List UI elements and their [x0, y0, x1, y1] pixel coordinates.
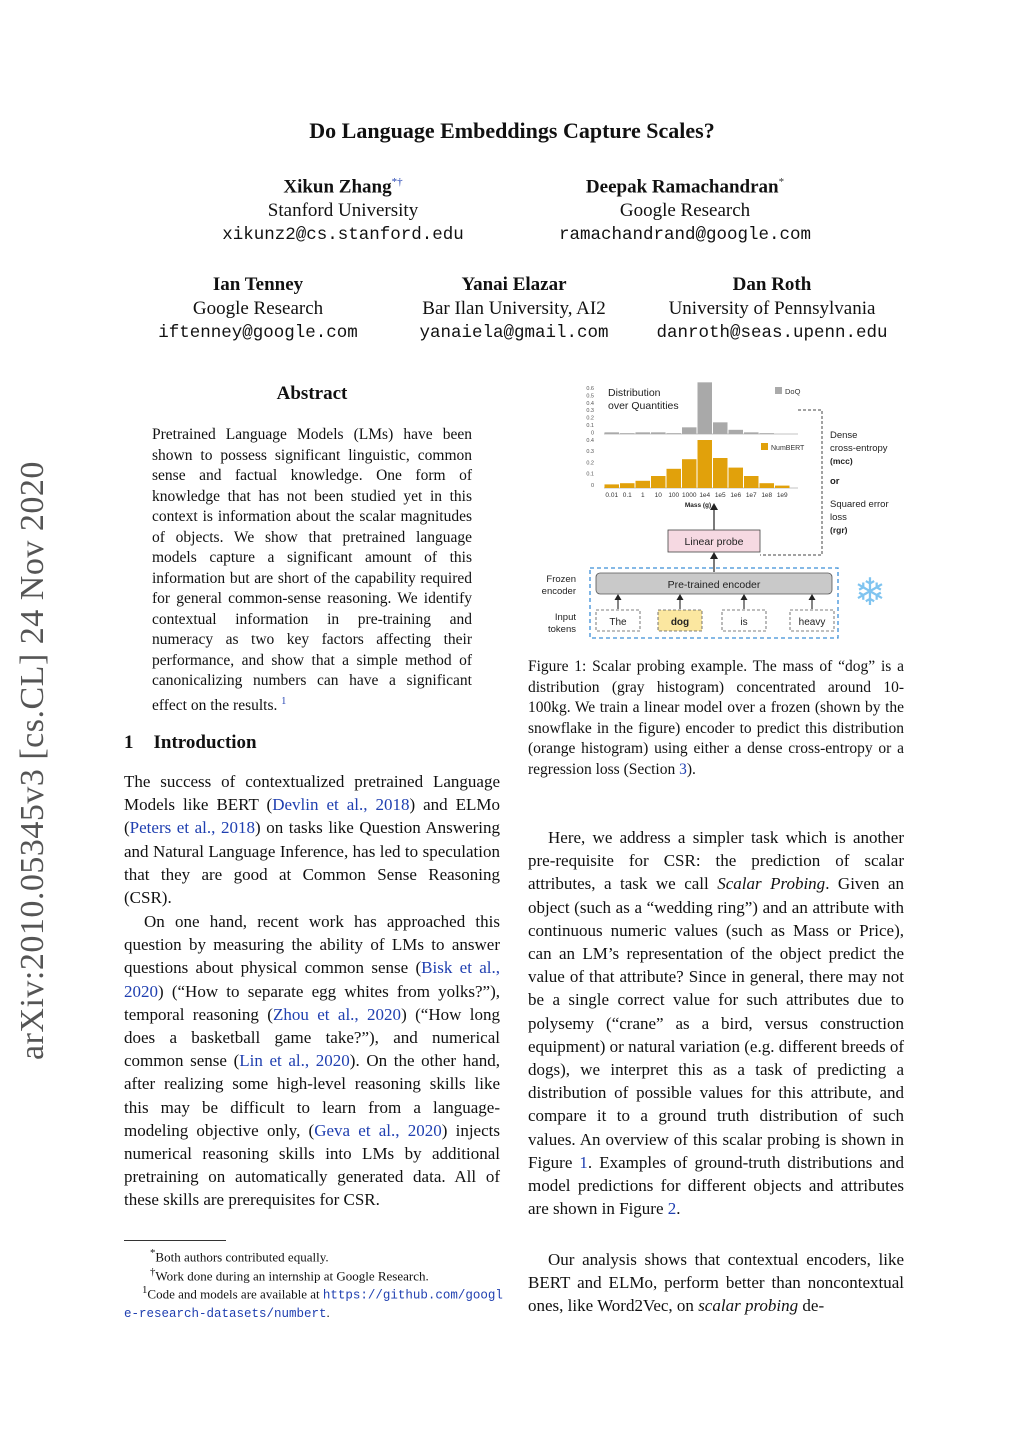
arrow-head [615, 594, 622, 600]
abstract-body: Pretrained Language Models (LMs) have been shown to possess significant linguistic, common sense and factual knowledge. One form of knowledge that has not been studied yet in this context is information about the scalar magnitudes of objects. We show that pretrained language models capture a significant amount of this information but are short of the capability required for general common-sense reasoning. We identify contextual information in pre-training and numeracy as two key factors affecting their performance, and show that a simple method of canonicalizing numbers can have a significant effect on the results. [152, 426, 472, 714]
footnote-text: Both authors contributed equally. [155, 1249, 329, 1265]
author-email[interactable]: yanaiela@gmail.com [419, 323, 609, 343]
linear-probe-label: Linear probe [684, 536, 744, 548]
abstract-heading: Abstract [276, 383, 348, 404]
paper-title: Do Language Embeddings Capture Scales? [309, 118, 715, 143]
x-tick-label: 0.01 [605, 492, 619, 499]
arrow-head [710, 503, 718, 510]
text-run: ) (“How long does a basketball game take?”), and numerical common sense ( [124, 1004, 500, 1071]
citation-link[interactable]: Zhou et al., 2020 [272, 1004, 402, 1024]
section-heading [124, 732, 257, 754]
author-name: Deepak Ramachandran [585, 176, 779, 198]
y-tick-label: 0.1 [586, 423, 594, 429]
frozen-label-1: Frozen [546, 574, 576, 585]
footnote-mark: † [150, 1266, 156, 1278]
author-email[interactable]: danroth@seas.upenn.edu [656, 323, 888, 343]
footnote-text: . [326, 1305, 330, 1321]
y-axis-bottom [586, 438, 594, 489]
dist-label-1: Distribution [608, 387, 661, 399]
loss-sq: Squared error [830, 499, 889, 510]
y-tick-label: 0.2 [586, 460, 594, 467]
footnote-mark: * [150, 1247, 156, 1259]
figure-1 [528, 380, 908, 648]
doq-bar [682, 427, 697, 434]
author-block [394, 273, 634, 345]
numbert-bar [667, 469, 682, 488]
text-run: . [676, 1199, 681, 1219]
input-label-1: Input [554, 612, 576, 623]
token-label: heavy [798, 617, 826, 628]
loss-connector [760, 410, 822, 555]
intro-paragraph-1 [124, 770, 500, 909]
numbert-bar [682, 459, 697, 488]
loss-mcc: (mcc) [830, 456, 853, 466]
input-label-2: tokens [548, 624, 576, 635]
citation-link[interactable]: Lin et al., 2020 [239, 1051, 350, 1071]
numbert-bar [636, 481, 651, 488]
author-block [128, 273, 388, 345]
section-title: Introduction [153, 732, 257, 753]
loss-ce: cross-entropy [830, 443, 888, 454]
loss-dense: Dense [830, 430, 858, 441]
x-tick-label: 1e5 [714, 492, 726, 499]
snowflake-icon: ❄ [854, 570, 886, 614]
y-axis-top [586, 386, 594, 436]
section-number: 1 [124, 732, 134, 753]
text-run: de- [798, 1296, 825, 1316]
legend-numbert-swatch [761, 443, 768, 450]
text-run: ) and ELMo ( [124, 795, 500, 838]
emphasis: Scalar Probing [717, 874, 826, 894]
arrow-head [809, 594, 816, 600]
intro-paragraph-2 [124, 910, 500, 1212]
author-email[interactable]: xikunz2@cs.stanford.edu [222, 225, 464, 246]
doq-bar [698, 382, 713, 434]
arxiv-identifier: arXiv:2010.05345v3 [cs.CL] 24 Nov 2020 [14, 461, 51, 1060]
right-paragraph-1 [528, 826, 904, 1220]
input-tokens [596, 594, 834, 631]
dist-label-2: over Quantities [608, 400, 679, 412]
author-affiliation: University of Pennsylvania [668, 298, 876, 319]
footnote-mark: 1 [142, 1284, 148, 1296]
text-run: The success of contextualized pretrained Language Models like BERT ( [124, 772, 500, 815]
x-tick-label: 1e6 [730, 492, 742, 499]
x-tick-label: 1e9 [776, 492, 788, 499]
doq-bar [667, 433, 682, 434]
arrow-head [677, 594, 684, 600]
numbert-bar [620, 483, 635, 488]
numbert-bar [605, 484, 620, 488]
y-tick-label: 0.3 [586, 408, 594, 415]
numbert-bar [744, 476, 759, 488]
x-tick-label: 1000 [682, 492, 697, 499]
token-label: The [609, 617, 627, 628]
figure-ref-link[interactable]: 1 [579, 1152, 588, 1172]
x-tick-label: 0.1 [622, 492, 632, 499]
loss-rgr: (rgr) [830, 525, 848, 535]
x-tick-label: 1e7 [745, 492, 757, 499]
x-tick-label: 10 [654, 492, 662, 499]
figure-caption [528, 657, 904, 781]
text-run: ). On the other hand, after realizing some high-level reasoning skills like this may be difficult to learn from a language-modeling objective only, ( [124, 1051, 500, 1140]
y-tick-label: 0.4 [586, 400, 594, 407]
loss-or: or [830, 476, 840, 487]
y-tick-label: 0.4 [586, 438, 594, 444]
footnote-rule [124, 1240, 226, 1241]
token-label: is [740, 617, 748, 628]
token-label: dog [670, 617, 690, 628]
numbert-bar [760, 483, 775, 488]
emphasis: scalar probing [698, 1296, 799, 1316]
author-name: Yanai Elazar [461, 274, 567, 295]
numbert-bar [775, 486, 790, 488]
text-run: . Examples of ground-truth distributions and model predictions for different objects and attributes are shown in Figure [528, 1152, 904, 1219]
x-tick-label: 1e8 [761, 492, 773, 499]
author-affiliation: Stanford University [267, 200, 419, 222]
caption-text: ). [686, 760, 696, 778]
text-run: Here, we address a simpler task which is another pre-requisite for CSR: the prediction of scalar attributes, a task we call [528, 828, 904, 894]
encoder-label: Pre-trained encoder [667, 579, 761, 591]
legend-doq: DoQ [785, 387, 801, 396]
frozen-label-2: encoder [541, 586, 576, 597]
x-axis-ticks [605, 492, 788, 499]
y-tick-label: 0 [590, 430, 594, 437]
doq-bar [605, 432, 620, 434]
doq-bar [636, 432, 651, 434]
x-tick-label: 1 [640, 492, 645, 499]
loss-loss: loss [830, 512, 847, 523]
y-tick-label: 0.1 [586, 471, 594, 478]
doq-bar [651, 432, 666, 434]
figure-ref-link[interactable]: 2 [667, 1199, 677, 1219]
numbert-bar [729, 468, 744, 488]
author-affiliation: Bar Ilan University, AI2 [422, 298, 606, 319]
caption-label: Figure 1: [528, 658, 587, 675]
doq-bar [620, 433, 635, 434]
doq-bar [760, 433, 775, 434]
numbert-bar [713, 458, 728, 488]
citation-link[interactable]: Peters et al., 2018 [129, 818, 255, 838]
numbert-bar [698, 440, 713, 488]
y-tick-label: 0.6 [586, 386, 594, 392]
doq-bar [729, 430, 744, 434]
y-tick-label: 0.2 [586, 415, 594, 422]
author-affiliation: Google Research [619, 200, 751, 222]
author-name: Dan Roth [732, 274, 812, 295]
author-mark: * [778, 176, 785, 188]
author-name: Xikun Zhang [283, 176, 392, 198]
text-run: . Given an object (such as a “wedding ring”) and an attribute with continuous numeric values (such as Mass or Price), can an LM’s representation of the object predict the value of that attribute? Since in general, there may not be a single correct value for such attributes due to polysemy (“crane” as a bird, versus construction equipment) or natural variation (e.g. different breeds of dogs), we interpret this as a task of predicting a distribution of possible values for this attribute, and compare it to a ground truth distribution of such values. An overview of this scalar probing is shown in Figure [528, 874, 904, 1172]
y-tick-label: 0.5 [586, 393, 594, 400]
caption-text: Scalar probing example. The mass of “dog” is a distribution (gray histogram) concentrated around 10-100kg. We train a linear model over a frozen (shown by the snowflake in the figure) encoder to predict this distribution (orange histogram) using either a dense cross-entropy or a regression loss (Section [528, 658, 904, 778]
citation-link[interactable]: Geva et al., 2020 [314, 1120, 442, 1140]
legend-numbert: NumBERT [771, 445, 805, 452]
author-affiliation: Google Research [192, 298, 324, 319]
legend-doq-swatch [775, 387, 782, 394]
y-tick-label: 0.3 [586, 449, 594, 456]
text-run: ) (“How to separate egg whites from yolks?”), temporal reasoning ( [124, 981, 500, 1024]
y-tick-label: 0 [590, 482, 594, 489]
author-name: Ian Tenney [212, 274, 304, 295]
footnote-text: Work done during an internship at Google Research. [155, 1268, 429, 1284]
citation-link[interactable]: Devlin et al., 2018 [272, 795, 410, 815]
arrow-head [710, 552, 718, 559]
code-url-link[interactable]: https://github.com/google-research-datasets/numbert [124, 1288, 503, 1322]
numbert-bar [651, 476, 666, 488]
x-tick-label: 100 [668, 492, 680, 499]
author-mark: *† [391, 176, 403, 188]
author-block [634, 273, 910, 345]
section-ref-link[interactable]: 3 [679, 760, 687, 778]
doq-bar [713, 422, 728, 434]
footnote-ref[interactable]: 1 [281, 695, 287, 707]
text-run: On one hand, recent work has approached this question by measuring the ability of LMs to answer questions about physical common sense ( [124, 912, 500, 978]
citation-link[interactable]: Bisk et al., 2020 [124, 958, 501, 1001]
abstract-text [152, 425, 472, 716]
text-run: ) injects numerical reasoning skills into LMs by additional pretraining on automatically generated data. All of these skills are prerequisites for CSR. [124, 1120, 500, 1210]
x-axis-label: Mass (g) [684, 502, 712, 509]
text-run: Our analysis shows that contextual encoders, like BERT and ELMo, perform better than noncontextual ones, like Word2Vec, on [528, 1250, 904, 1316]
right-paragraph-2 [528, 1248, 904, 1318]
author-email[interactable]: ramachandrand@google.com [558, 225, 812, 246]
author-block [530, 170, 840, 247]
footnote-text: Code and models are available at [147, 1286, 323, 1302]
x-tick-label: 1e4 [699, 492, 711, 499]
author-block [188, 170, 498, 247]
text-run: ) on tasks like Question Answering and Natural Language Inference, has led to speculation that they are good at Common Sense Reasoning (CSR). [124, 818, 500, 908]
footnote [124, 1245, 504, 1265]
footnote [124, 1282, 504, 1323]
author-email[interactable]: iftenney@google.com [158, 323, 358, 343]
doq-bar [744, 432, 759, 434]
arrow-head [741, 594, 748, 600]
